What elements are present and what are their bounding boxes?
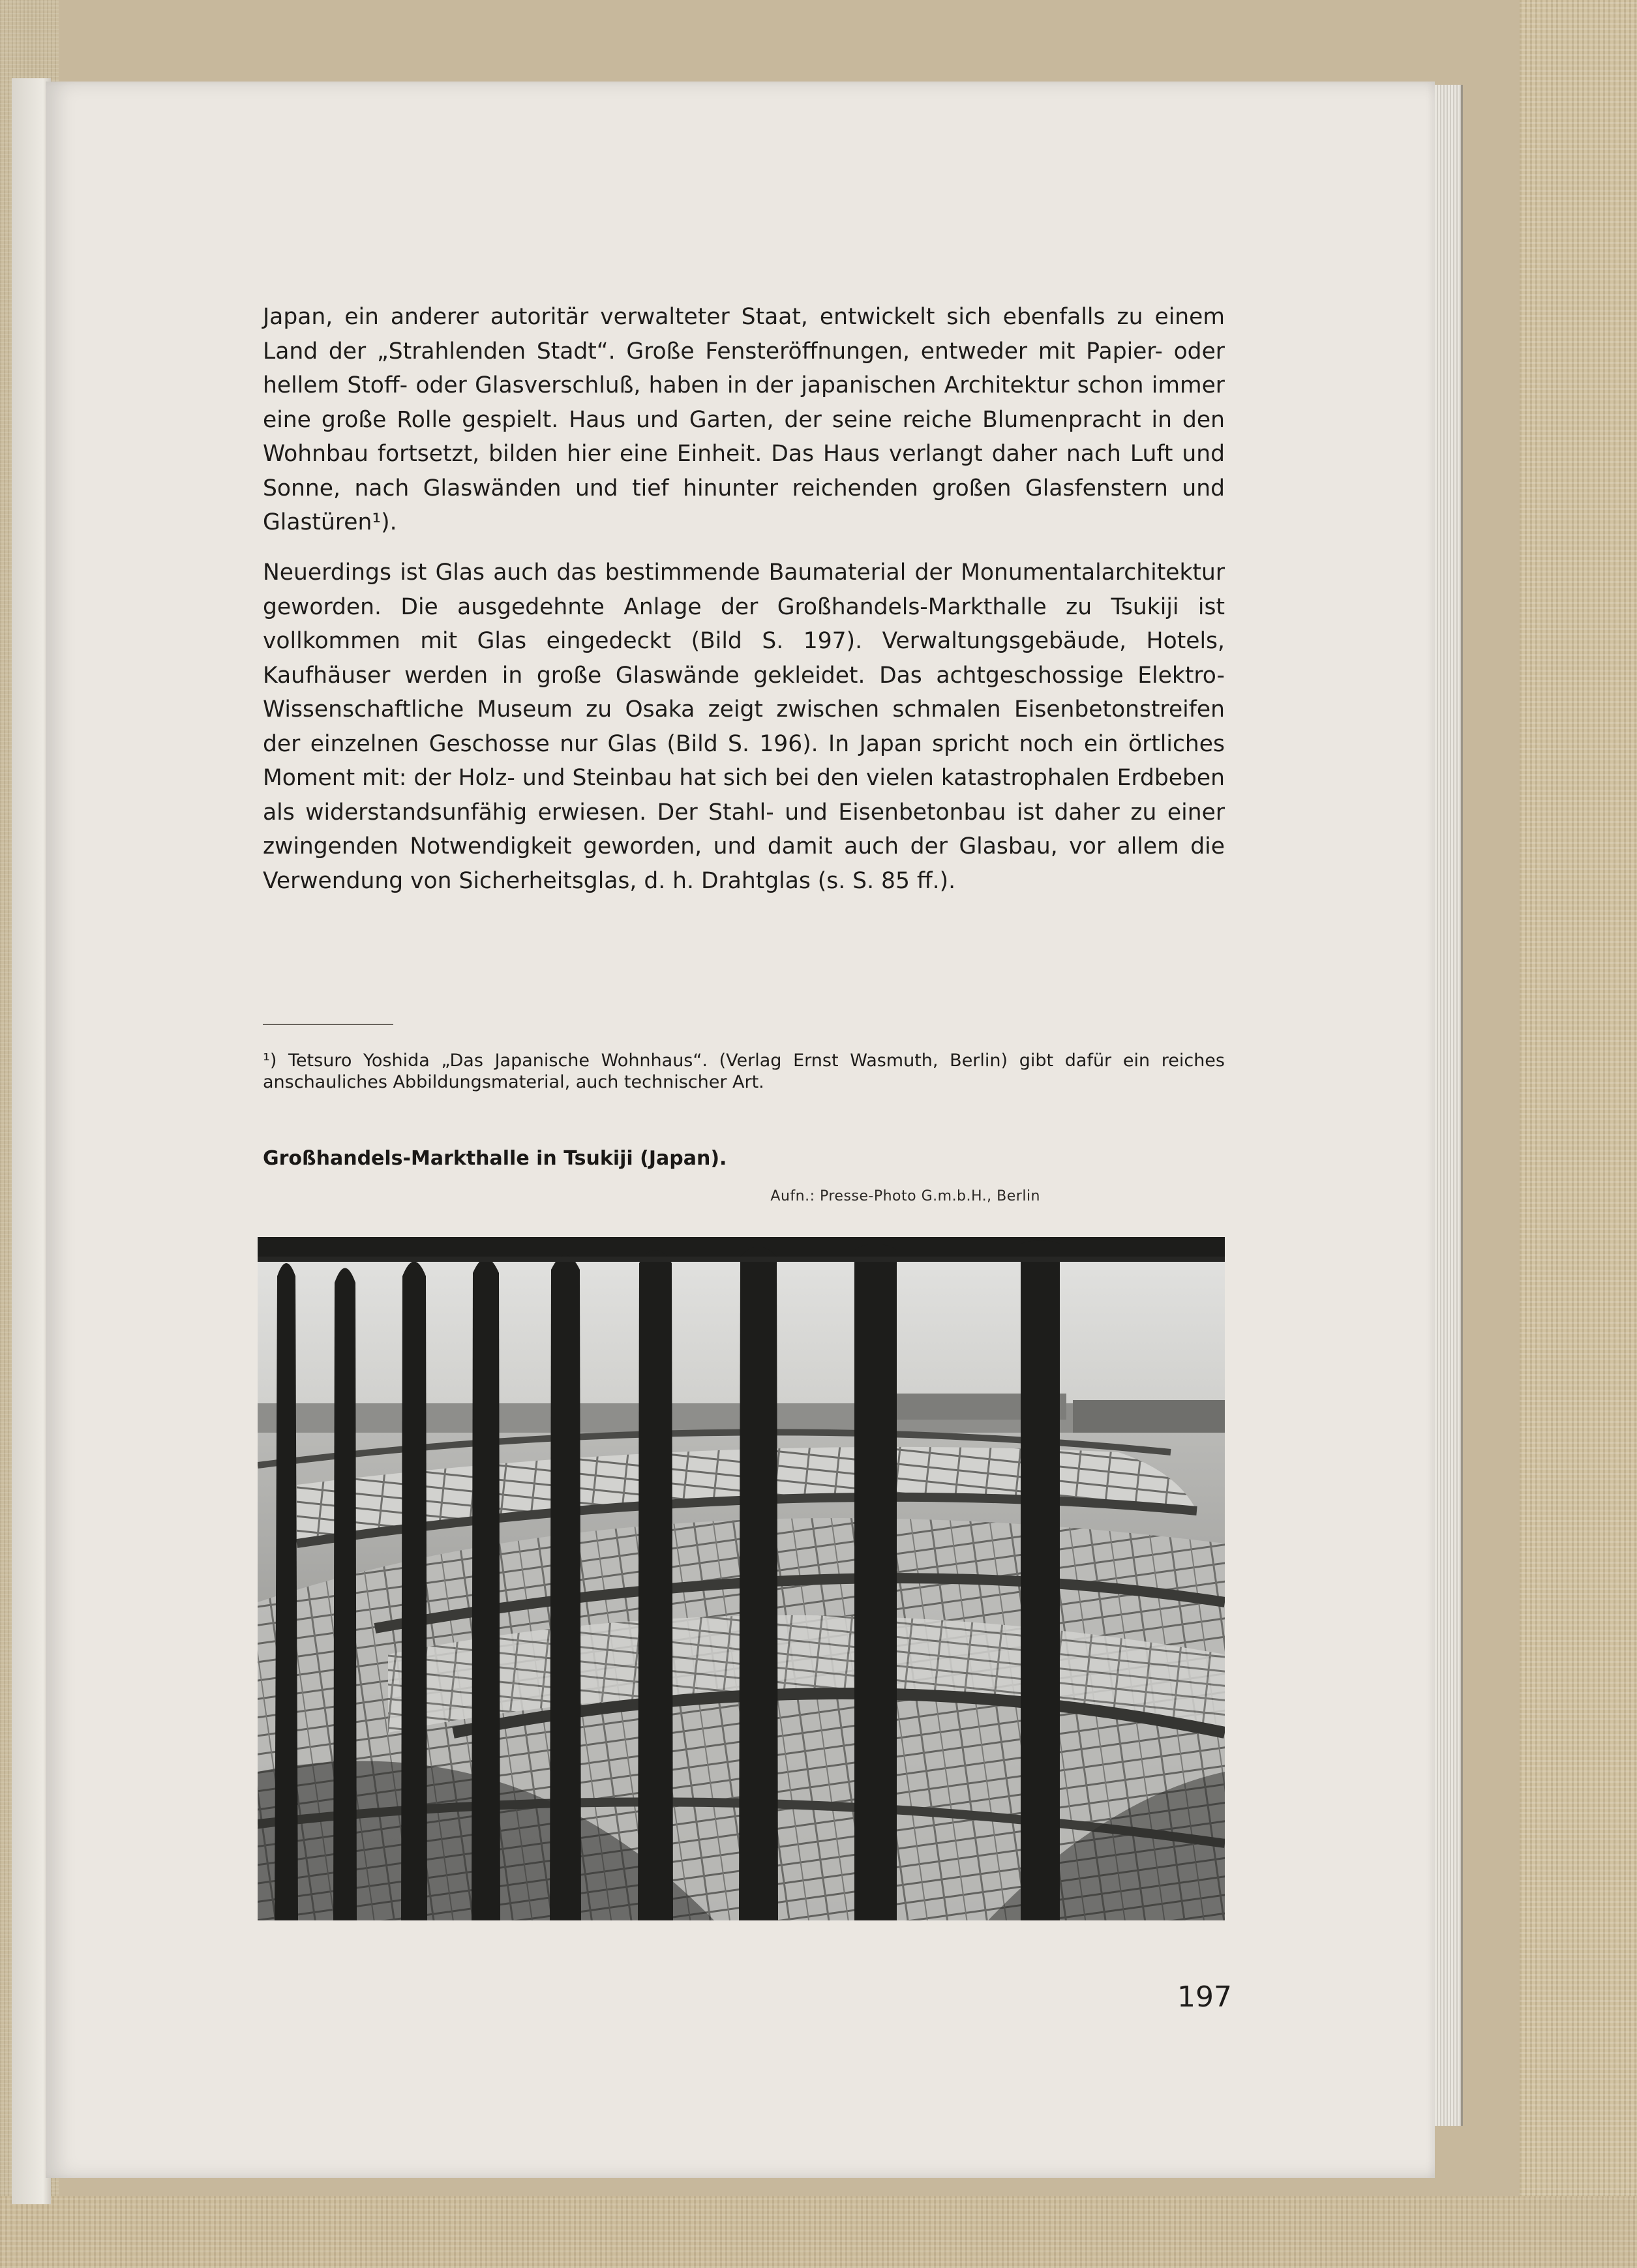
figure-caption-title: Großhandels-Markthalle in Tsukiji (Japan). <box>263 1147 727 1170</box>
footnote-divider <box>263 1024 393 1025</box>
market-hall-photo <box>258 1237 1225 1920</box>
book-cover-right-edge <box>1520 0 1637 2268</box>
body-paragraph-1: Japan, ein anderer autoritär verwalteter Staat, entwickelt sich ebenfalls zu einem Land der „Strahlenden Stadt“. Große Fensteröffnungen, entweder mit Papier- oder hellem Stoff- oder Glasverschluß, haben in der japanischen Architektur schon immer eine große Rolle gespielt. Haus und Garten, der seine reiche Blumenpracht in den Wohnbau fortsetzt, bilden hier eine Einheit. Das Haus verlangt daher nach Luft und Sonne, nach Glaswänden und tief hinunter reichenden großen Glasfenstern und Glastüren¹). <box>263 304 1225 535</box>
body-paragraph-2: Neuerdings ist Glas auch das bestimmende Baumaterial der Monumentalarchitektur geworden. Die ausgedehnte Anlage der Großhandels-Markthalle zu Tsukiji ist vollkommen mit Glas eingedeckt (Bild S. 197). Verwaltungsgebäude, Hotels, Kaufhäuser werden in große Glaswände gekleidet. Das achtgeschossige Elektro-Wissenschaftliche Museum zu Osaka zeigt zwischen schmalen Eisenbetonstreifen der einzelnen Geschosse nur Glas (Bild S. 196). In Japan spricht noch ein örtliches Moment mit: der Holz- und Steinbau hat sich bei den vielen katastrophalen Erdbeben als widerstandsunfähig erwiesen. Der Stahl- und Eisenbetonbau ist daher zu einer zwingenden Notwendigkeit geworden, und damit auch der Glasbau, vor allem die Verwendung von Sicherheitsglas, d. h. Drahtglas (s. S. 85 ff.). <box>263 560 1225 894</box>
photo-credit: Aufn.: Presse-Photo G.m.b.H., Berlin <box>770 1188 1040 1204</box>
previous-page-edge <box>12 78 51 2204</box>
page-number: 197 <box>1177 1980 1232 2014</box>
footnote: ¹) Tetsuro Yoshida „Das Japanische Wohnhaus“. (Verlag Ernst Wasmuth, Berlin) gibt dafür ein reiches anschauliches Abbildungsmaterial, auch technischer Art. <box>263 1051 1225 1092</box>
book-page <box>46 82 1435 2178</box>
book-cover-bottom-edge <box>0 2196 1637 2268</box>
